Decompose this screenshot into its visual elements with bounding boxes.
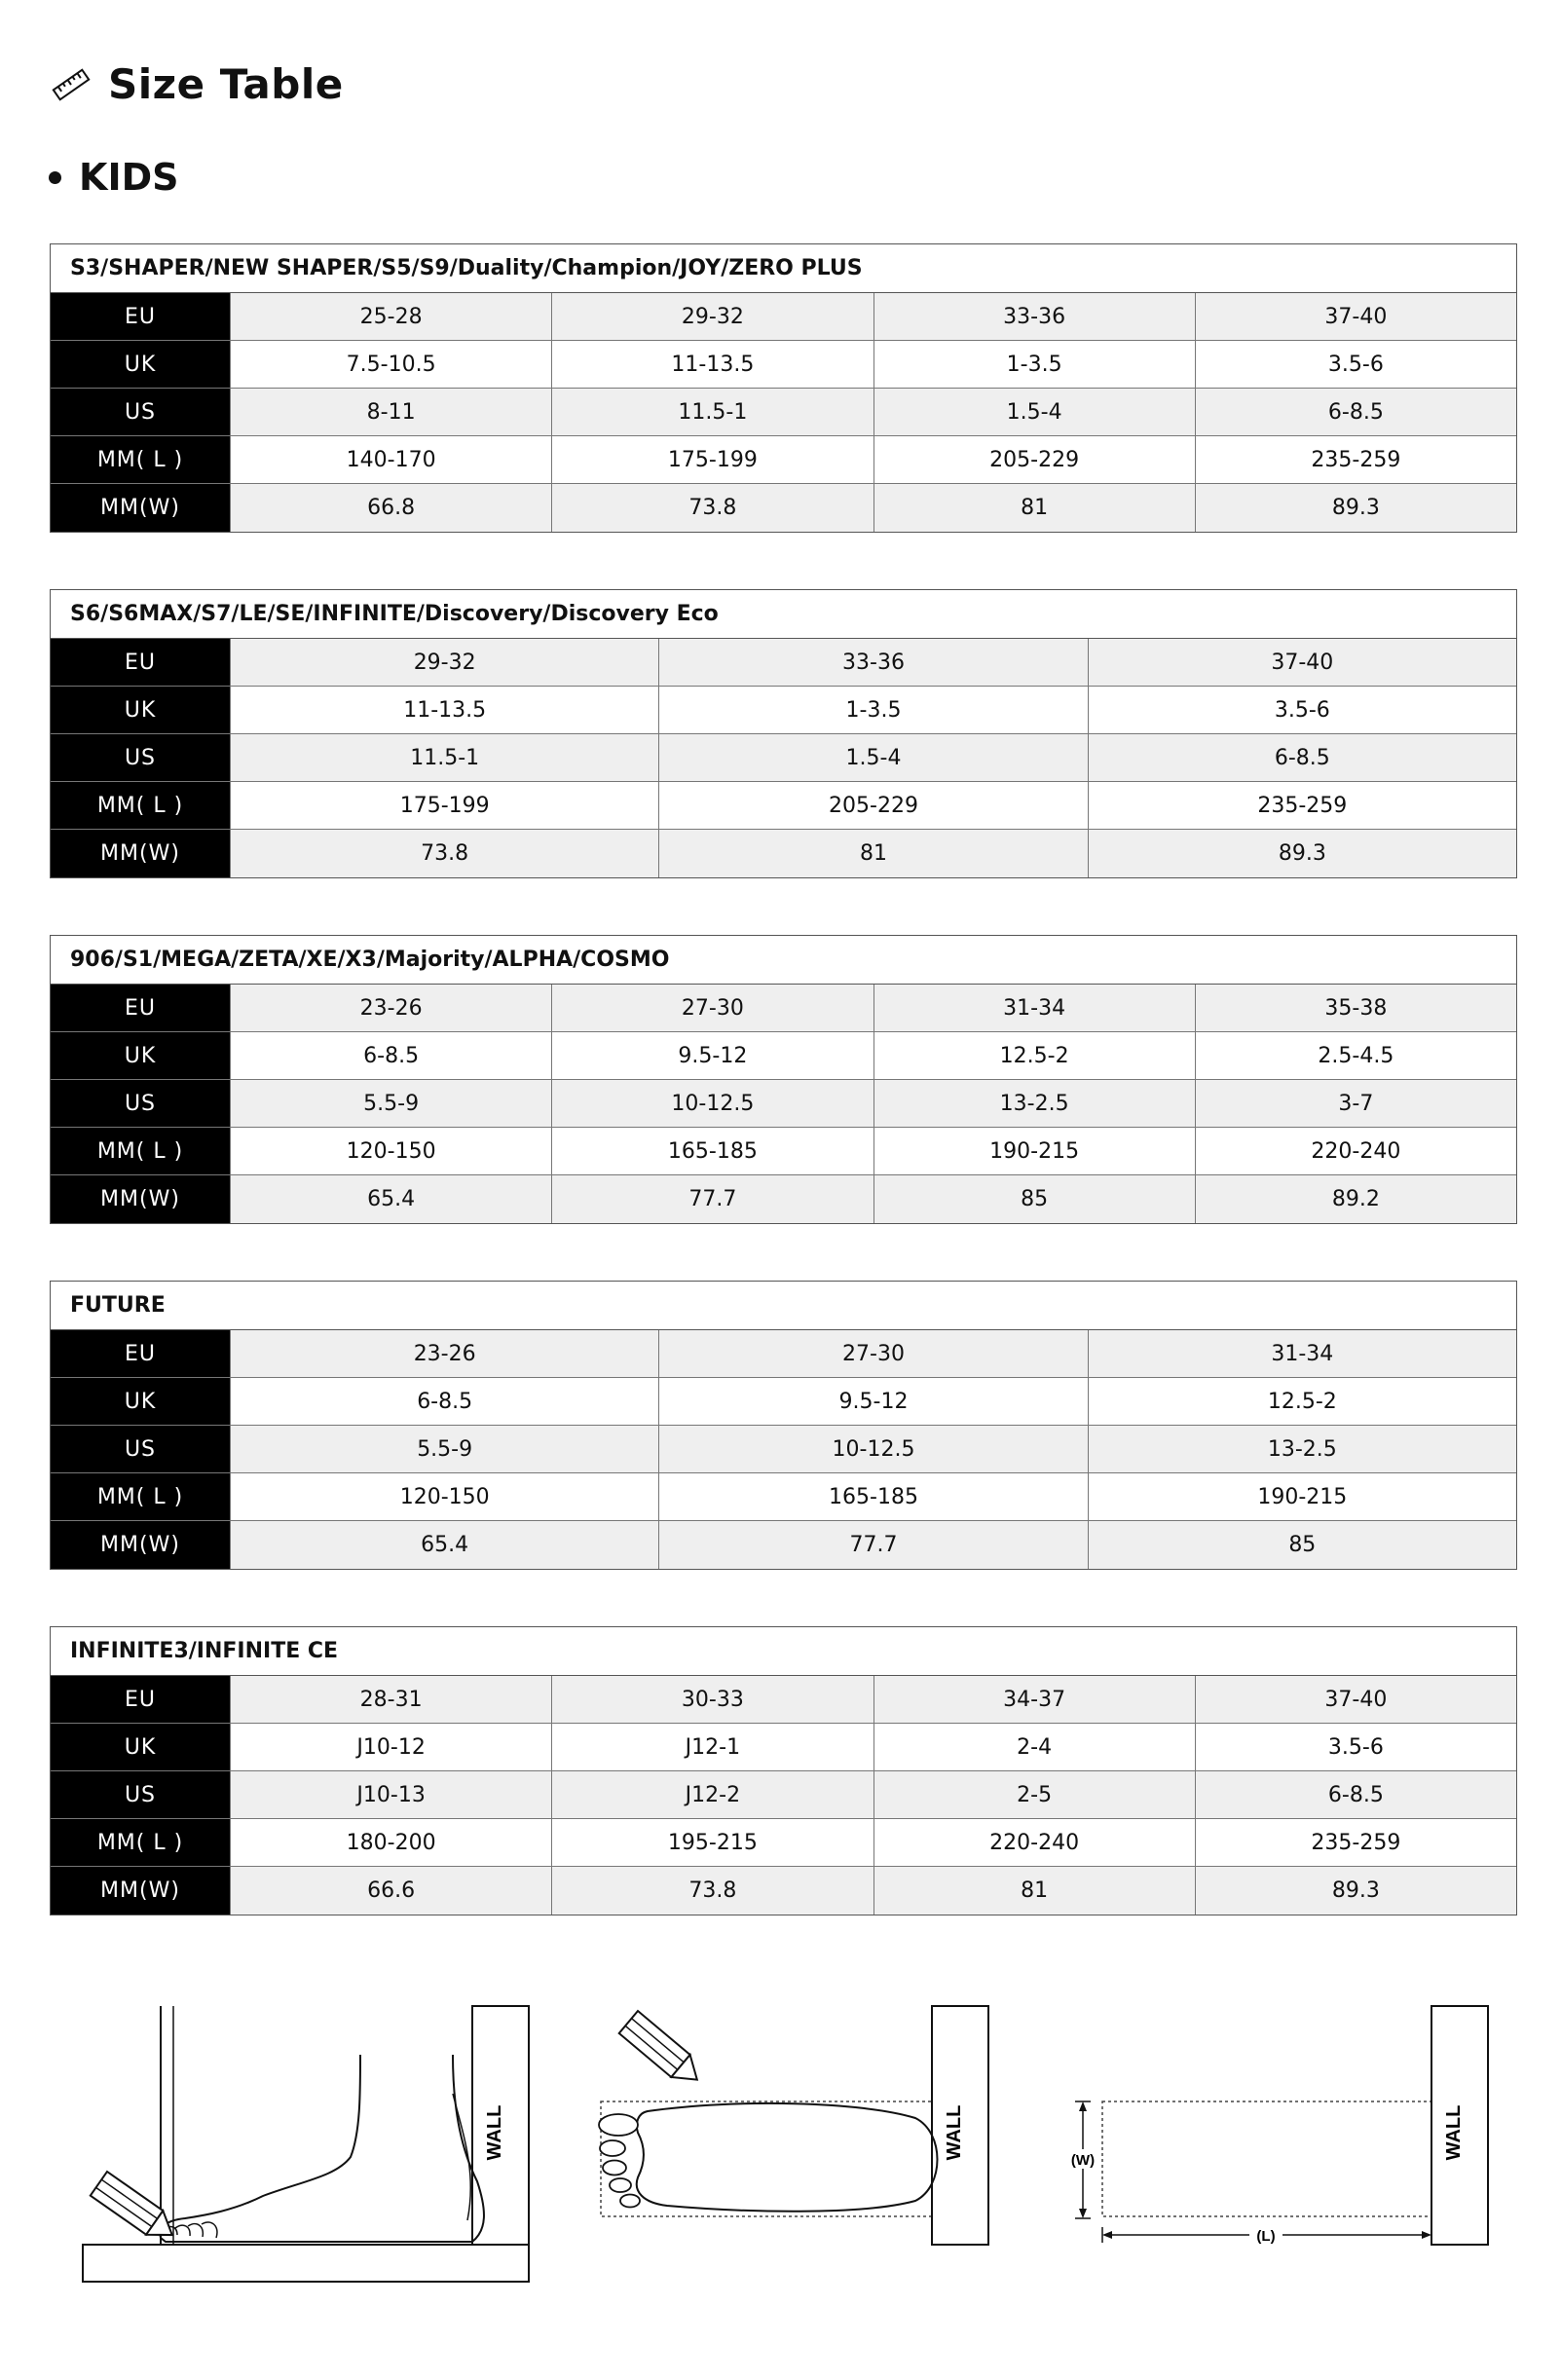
table-cell: 85 — [1088, 1521, 1516, 1569]
table-row — [51, 782, 1516, 830]
row-label: EU — [51, 985, 230, 1031]
table-cell: 11.5-1 — [230, 734, 658, 781]
table-cell: 66.6 — [230, 1867, 551, 1915]
row-label: MM( L ) — [51, 1473, 230, 1520]
table-cell: 2-4 — [873, 1724, 1195, 1770]
table-cell: 30-33 — [551, 1676, 873, 1723]
table-cell: J12-1 — [551, 1724, 873, 1770]
table-row — [51, 1473, 1516, 1521]
row-label: MM(W) — [51, 1521, 230, 1569]
size-table — [50, 1281, 1517, 1570]
row-label: EU — [51, 1330, 230, 1377]
table-cell: 23-26 — [230, 985, 551, 1031]
table-cell: 6-8.5 — [1195, 1771, 1516, 1818]
row-label: UK — [51, 1724, 230, 1770]
table-row — [51, 436, 1516, 484]
table-cell: 180-200 — [230, 1819, 551, 1866]
table-cell: 31-34 — [873, 985, 1195, 1031]
table-cell: 89.3 — [1195, 1867, 1516, 1915]
table-row — [51, 687, 1516, 734]
table-cell: 31-34 — [1088, 1330, 1516, 1377]
table-cell: 5.5-9 — [230, 1080, 551, 1127]
table-row — [51, 1032, 1516, 1080]
table-cell: 89.3 — [1088, 830, 1516, 877]
table-cell: 73.8 — [551, 484, 873, 532]
table-cell: 175-199 — [551, 436, 873, 483]
table-cell: 1.5-4 — [658, 734, 1087, 781]
table-cell: 81 — [873, 1867, 1195, 1915]
table-cell: 3-7 — [1195, 1080, 1516, 1127]
table-cell: 3.5-6 — [1195, 341, 1516, 388]
table-cell: 190-215 — [1088, 1473, 1516, 1520]
table-title: S3/SHAPER/NEW SHAPER/S5/S9/Duality/Champion/JOY/ZERO PLUS — [51, 244, 1516, 293]
row-label: MM( L ) — [51, 436, 230, 483]
length-label: (L) — [1256, 2228, 1276, 2245]
table-cell: 195-215 — [551, 1819, 873, 1866]
table-cell: 235-259 — [1195, 1819, 1516, 1866]
table-cell: 25-28 — [230, 293, 551, 340]
table-cell: 34-37 — [873, 1676, 1195, 1723]
table-cell: 11-13.5 — [230, 687, 658, 733]
table-row — [51, 1330, 1516, 1378]
table-cell: J10-12 — [230, 1724, 551, 1770]
table-cell: 23-26 — [230, 1330, 658, 1377]
table-cell: 1.5-4 — [873, 389, 1195, 435]
table-row — [51, 830, 1516, 877]
page-title: Size Table — [108, 60, 344, 108]
table-row — [51, 639, 1516, 687]
row-label: US — [51, 734, 230, 781]
side-view-foot-diagram — [68, 1987, 575, 2298]
table-title: INFINITE3/INFINITE CE — [51, 1627, 1516, 1676]
row-label: UK — [51, 1032, 230, 1079]
table-cell: 10-12.5 — [551, 1080, 873, 1127]
table-row — [51, 734, 1516, 782]
row-label: EU — [51, 1676, 230, 1723]
bullet-icon — [49, 171, 61, 184]
table-cell: 89.3 — [1195, 484, 1516, 532]
table-cell: 11-13.5 — [551, 341, 873, 388]
table-cell: 65.4 — [230, 1175, 551, 1223]
table-cell: 35-38 — [1195, 985, 1516, 1031]
table-cell: 120-150 — [230, 1473, 658, 1520]
table-cell: 3.5-6 — [1088, 687, 1516, 733]
row-label: EU — [51, 639, 230, 686]
table-cell: 6-8.5 — [230, 1032, 551, 1079]
table-cell: 205-229 — [873, 436, 1195, 483]
table-row — [51, 389, 1516, 436]
table-cell: 77.7 — [658, 1521, 1087, 1569]
table-row — [51, 1521, 1516, 1569]
table-cell: 6-8.5 — [1088, 734, 1516, 781]
table-cell: 220-240 — [1195, 1128, 1516, 1174]
table-cell: 27-30 — [551, 985, 873, 1031]
wall-label: WALL — [484, 2104, 505, 2161]
top-view-foot-diagram — [589, 1987, 1018, 2298]
table-cell: 29-32 — [230, 639, 658, 686]
table-cell: 33-36 — [873, 293, 1195, 340]
table-cell: 13-2.5 — [873, 1080, 1195, 1127]
row-label: MM( L ) — [51, 1819, 230, 1866]
table-cell: 5.5-9 — [230, 1426, 658, 1472]
row-label: MM(W) — [51, 484, 230, 532]
table-title: S6/S6MAX/S7/LE/SE/INFINITE/Discovery/Discovery Eco — [51, 590, 1516, 639]
size-table — [50, 935, 1517, 1224]
measurement-diagrams — [0, 1987, 1561, 2298]
table-cell: 235-259 — [1088, 782, 1516, 829]
table-cell: 120-150 — [230, 1128, 551, 1174]
table-title: 906/S1/MEGA/ZETA/XE/X3/Majority/ALPHA/COSMO — [51, 936, 1516, 985]
table-cell: 2.5-4.5 — [1195, 1032, 1516, 1079]
table-cell: 9.5-12 — [658, 1378, 1087, 1425]
table-cell: 1-3.5 — [658, 687, 1087, 733]
table-cell: 73.8 — [551, 1867, 873, 1915]
table-cell: 81 — [873, 484, 1195, 532]
row-label: MM( L ) — [51, 782, 230, 829]
row-label: US — [51, 1080, 230, 1127]
table-row — [51, 1426, 1516, 1473]
row-label: MM(W) — [51, 1175, 230, 1223]
table-row — [51, 341, 1516, 389]
table-cell: 13-2.5 — [1088, 1426, 1516, 1472]
row-label: US — [51, 389, 230, 435]
section-heading — [49, 156, 179, 199]
table-row — [51, 293, 1516, 341]
table-row — [51, 1819, 1516, 1867]
table-cell: 89.2 — [1195, 1175, 1516, 1223]
section-label: KIDS — [79, 156, 179, 199]
row-label: EU — [51, 293, 230, 340]
table-cell: J12-2 — [551, 1771, 873, 1818]
table-cell: 7.5-10.5 — [230, 341, 551, 388]
measurement-box-diagram — [1061, 1987, 1500, 2298]
table-cell: 37-40 — [1195, 1676, 1516, 1723]
table-row — [51, 1175, 1516, 1223]
table-cell: 66.8 — [230, 484, 551, 532]
table-row — [51, 1080, 1516, 1128]
size-table — [50, 243, 1517, 533]
table-row — [51, 1378, 1516, 1426]
row-label: US — [51, 1771, 230, 1818]
table-cell: 235-259 — [1195, 436, 1516, 483]
wall-label: WALL — [1443, 2104, 1465, 2161]
table-cell: 140-170 — [230, 436, 551, 483]
table-cell: 77.7 — [551, 1175, 873, 1223]
table-cell: 29-32 — [551, 293, 873, 340]
table-cell: 6-8.5 — [230, 1378, 658, 1425]
row-label: UK — [51, 687, 230, 733]
width-label: (W) — [1070, 2152, 1096, 2169]
table-cell: 27-30 — [658, 1330, 1087, 1377]
ruler-icon — [52, 65, 91, 104]
table-cell: 65.4 — [230, 1521, 658, 1569]
table-cell: 3.5-6 — [1195, 1724, 1516, 1770]
table-cell: 12.5-2 — [873, 1032, 1195, 1079]
row-label: US — [51, 1426, 230, 1472]
table-cell: 73.8 — [230, 830, 658, 877]
table-row — [51, 1676, 1516, 1724]
table-cell: 9.5-12 — [551, 1032, 873, 1079]
table-row — [51, 1771, 1516, 1819]
table-cell: 11.5-1 — [551, 389, 873, 435]
table-cell: 81 — [658, 830, 1087, 877]
page-header — [52, 60, 344, 108]
table-row — [51, 1128, 1516, 1175]
table-cell: 165-185 — [658, 1473, 1087, 1520]
row-label: UK — [51, 1378, 230, 1425]
table-cell: 12.5-2 — [1088, 1378, 1516, 1425]
table-cell: 205-229 — [658, 782, 1087, 829]
table-cell: 37-40 — [1195, 293, 1516, 340]
row-label: MM(W) — [51, 1867, 230, 1915]
table-cell: 28-31 — [230, 1676, 551, 1723]
table-cell: 165-185 — [551, 1128, 873, 1174]
row-label: MM(W) — [51, 830, 230, 877]
table-cell: 6-8.5 — [1195, 389, 1516, 435]
table-cell: J10-13 — [230, 1771, 551, 1818]
table-row — [51, 1724, 1516, 1771]
table-row — [51, 985, 1516, 1032]
table-cell: 85 — [873, 1175, 1195, 1223]
table-cell: 33-36 — [658, 639, 1087, 686]
size-table — [50, 589, 1517, 878]
row-label: MM( L ) — [51, 1128, 230, 1174]
table-cell: 8-11 — [230, 389, 551, 435]
table-cell: 1-3.5 — [873, 341, 1195, 388]
table-cell: 190-215 — [873, 1128, 1195, 1174]
size-table — [50, 1626, 1517, 1915]
table-cell: 175-199 — [230, 782, 658, 829]
table-title: FUTURE — [51, 1282, 1516, 1330]
table-row — [51, 484, 1516, 532]
table-cell: 10-12.5 — [658, 1426, 1087, 1472]
row-label: UK — [51, 341, 230, 388]
table-cell: 220-240 — [873, 1819, 1195, 1866]
table-row — [51, 1867, 1516, 1915]
table-cell: 2-5 — [873, 1771, 1195, 1818]
table-cell: 37-40 — [1088, 639, 1516, 686]
wall-label: WALL — [944, 2104, 965, 2161]
